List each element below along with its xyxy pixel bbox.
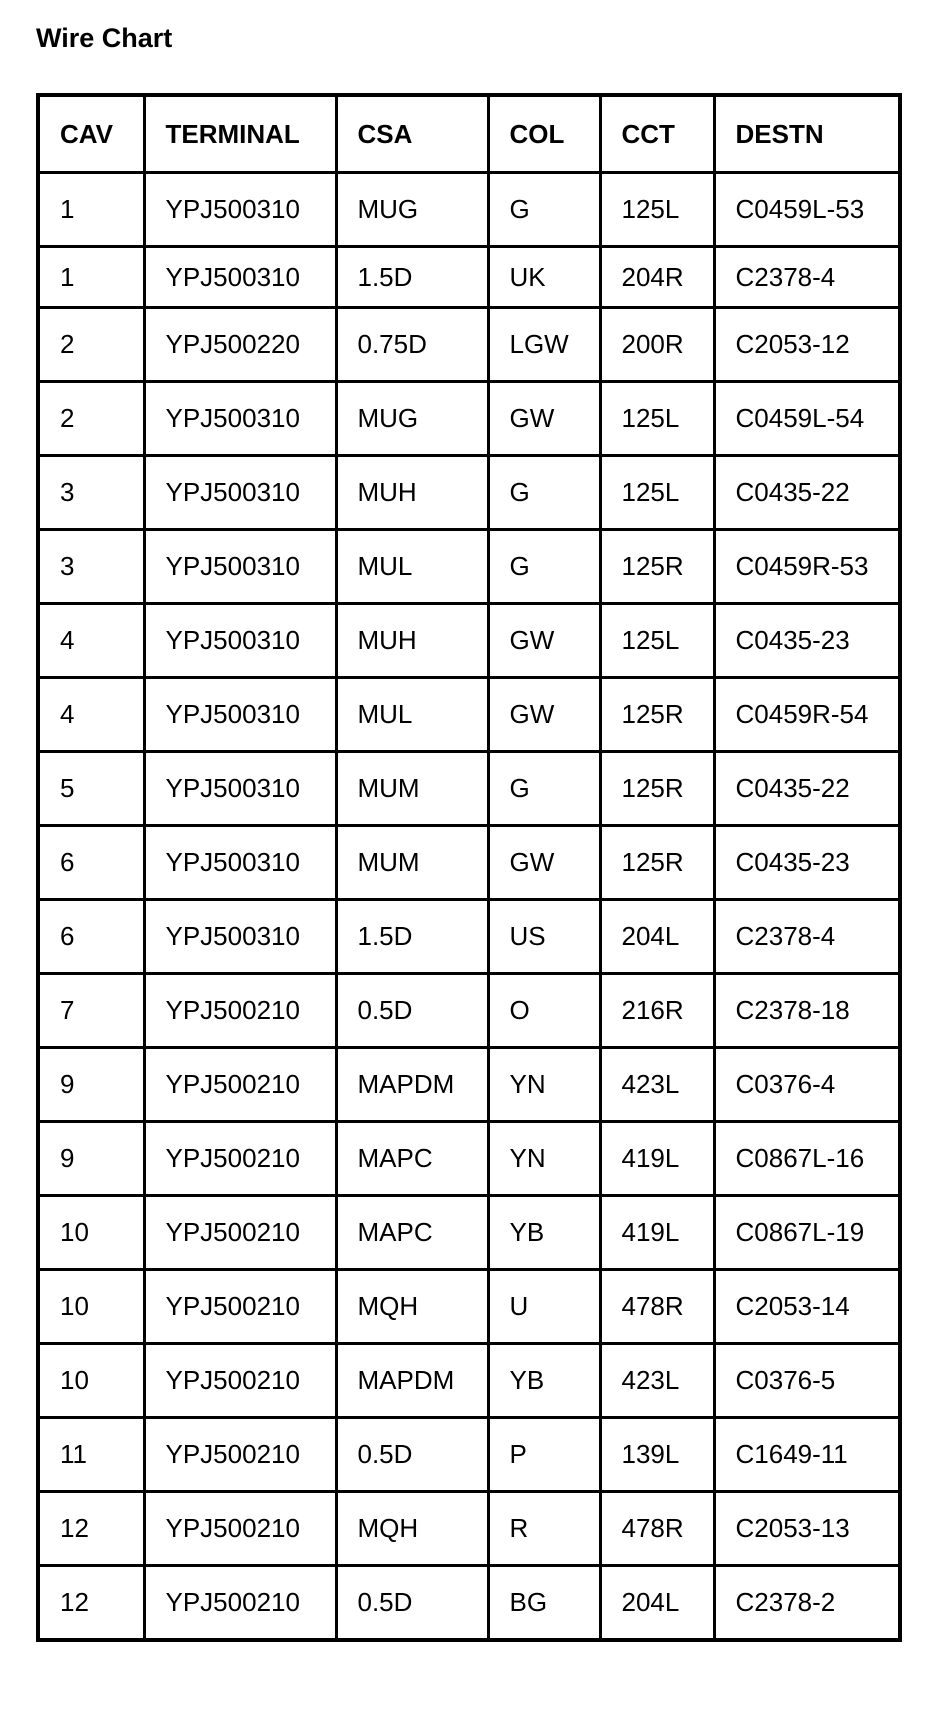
cell-col: G — [488, 530, 600, 604]
cell-col: GW — [488, 604, 600, 678]
table-row — [38, 247, 900, 308]
cell-cct: 419L — [600, 1122, 714, 1196]
cell-csa: MQH — [336, 1492, 488, 1566]
column-header-col: COL — [488, 95, 600, 173]
cell-col: US — [488, 900, 600, 974]
cell-cav: 10 — [38, 1344, 144, 1418]
cell-destn: C2378-4 — [714, 900, 900, 974]
cell-csa: MAPDM — [336, 1048, 488, 1122]
table-row — [38, 752, 900, 826]
table-row — [38, 1196, 900, 1270]
cell-destn: C0376-5 — [714, 1344, 900, 1418]
cell-terminal: YPJ500310 — [144, 900, 336, 974]
cell-terminal: YPJ500210 — [144, 1122, 336, 1196]
page-title: Wire Chart — [36, 23, 173, 53]
cell-cav: 12 — [38, 1566, 144, 1641]
cell-terminal: YPJ500310 — [144, 826, 336, 900]
column-header-cct: CCT — [600, 95, 714, 173]
table-row — [38, 1492, 900, 1566]
cell-cav: 2 — [38, 308, 144, 382]
cell-cav: 11 — [38, 1418, 144, 1492]
cell-cav: 2 — [38, 382, 144, 456]
cell-cav: 4 — [38, 604, 144, 678]
cell-terminal: YPJ500220 — [144, 308, 336, 382]
cell-csa: MAPC — [336, 1122, 488, 1196]
cell-col: UK — [488, 247, 600, 308]
cell-cct: 204L — [600, 900, 714, 974]
cell-col: U — [488, 1270, 600, 1344]
cell-destn: C2053-14 — [714, 1270, 900, 1344]
cell-cct: 478R — [600, 1492, 714, 1566]
cell-cct: 139L — [600, 1418, 714, 1492]
cell-cct: 125R — [600, 530, 714, 604]
cell-cct: 204R — [600, 247, 714, 308]
cell-terminal: YPJ500310 — [144, 173, 336, 247]
table-row — [38, 530, 900, 604]
cell-destn: C1649-11 — [714, 1418, 900, 1492]
cell-col: G — [488, 752, 600, 826]
cell-csa: MUH — [336, 604, 488, 678]
table-row — [38, 1122, 900, 1196]
cell-csa: MUH — [336, 456, 488, 530]
cell-terminal: YPJ500210 — [144, 1344, 336, 1418]
cell-terminal: YPJ500210 — [144, 974, 336, 1048]
cell-destn: C0376-4 — [714, 1048, 900, 1122]
table-row — [38, 173, 900, 247]
cell-csa: 1.5D — [336, 247, 488, 308]
cell-col: YB — [488, 1344, 600, 1418]
table-row — [38, 1344, 900, 1418]
cell-csa: 0.75D — [336, 308, 488, 382]
cell-destn: C0459R-53 — [714, 530, 900, 604]
cell-terminal: YPJ500310 — [144, 604, 336, 678]
cell-destn: C2378-4 — [714, 247, 900, 308]
cell-col: LGW — [488, 308, 600, 382]
cell-destn: C2378-2 — [714, 1566, 900, 1641]
cell-cct: 423L — [600, 1048, 714, 1122]
table-row — [38, 974, 900, 1048]
table-row — [38, 900, 900, 974]
table-row — [38, 308, 900, 382]
column-header-terminal: TERMINAL — [144, 95, 336, 173]
cell-cct: 478R — [600, 1270, 714, 1344]
cell-csa: MUM — [336, 752, 488, 826]
cell-destn: C0435-22 — [714, 752, 900, 826]
cell-destn: C2378-18 — [714, 974, 900, 1048]
cell-cct: 216R — [600, 974, 714, 1048]
cell-destn: C0459L-53 — [714, 173, 900, 247]
cell-cct: 125L — [600, 604, 714, 678]
cell-destn: C0459R-54 — [714, 678, 900, 752]
cell-cct: 200R — [600, 308, 714, 382]
cell-cav: 6 — [38, 826, 144, 900]
cell-csa: MUM — [336, 826, 488, 900]
cell-cav: 6 — [38, 900, 144, 974]
cell-col: GW — [488, 382, 600, 456]
cell-col: YN — [488, 1048, 600, 1122]
cell-cct: 125L — [600, 382, 714, 456]
table-row — [38, 1418, 900, 1492]
cell-csa: MAPC — [336, 1196, 488, 1270]
cell-csa: 0.5D — [336, 974, 488, 1048]
cell-col: GW — [488, 678, 600, 752]
cell-cav: 10 — [38, 1270, 144, 1344]
cell-cav: 3 — [38, 456, 144, 530]
cell-csa: 1.5D — [336, 900, 488, 974]
cell-csa: 0.5D — [336, 1418, 488, 1492]
cell-col: GW — [488, 826, 600, 900]
cell-destn: C0435-22 — [714, 456, 900, 530]
cell-cav: 9 — [38, 1048, 144, 1122]
cell-col: G — [488, 456, 600, 530]
cell-destn: C0867L-19 — [714, 1196, 900, 1270]
table-row — [38, 1566, 900, 1641]
cell-terminal: YPJ500210 — [144, 1196, 336, 1270]
table-header-row — [38, 95, 900, 173]
cell-cav: 5 — [38, 752, 144, 826]
table-row — [38, 456, 900, 530]
cell-cct: 125R — [600, 826, 714, 900]
cell-terminal: YPJ500210 — [144, 1270, 336, 1344]
cell-cct: 125R — [600, 752, 714, 826]
cell-cct: 125R — [600, 678, 714, 752]
cell-csa: MAPDM — [336, 1344, 488, 1418]
cell-terminal: YPJ500310 — [144, 247, 336, 308]
cell-cav: 3 — [38, 530, 144, 604]
table-row — [38, 1270, 900, 1344]
cell-destn: C2053-12 — [714, 308, 900, 382]
cell-terminal: YPJ500210 — [144, 1566, 336, 1641]
cell-csa: 0.5D — [336, 1566, 488, 1641]
cell-cav: 4 — [38, 678, 144, 752]
cell-col: YB — [488, 1196, 600, 1270]
cell-csa: MUG — [336, 173, 488, 247]
column-header-csa: CSA — [336, 95, 488, 173]
cell-terminal: YPJ500310 — [144, 456, 336, 530]
cell-csa: MUL — [336, 530, 488, 604]
cell-terminal: YPJ500210 — [144, 1492, 336, 1566]
table-row — [38, 382, 900, 456]
cell-terminal: YPJ500310 — [144, 530, 336, 604]
wire-chart-table — [36, 93, 902, 1642]
table-row — [38, 604, 900, 678]
cell-cct: 125L — [600, 456, 714, 530]
cell-cct: 419L — [600, 1196, 714, 1270]
cell-destn: C0435-23 — [714, 604, 900, 678]
table-row — [38, 826, 900, 900]
cell-csa: MUG — [336, 382, 488, 456]
cell-cav: 12 — [38, 1492, 144, 1566]
cell-col: R — [488, 1492, 600, 1566]
cell-cct: 423L — [600, 1344, 714, 1418]
cell-cct: 204L — [600, 1566, 714, 1641]
cell-cav: 1 — [38, 247, 144, 308]
cell-col: P — [488, 1418, 600, 1492]
cell-col: O — [488, 974, 600, 1048]
cell-cav: 9 — [38, 1122, 144, 1196]
cell-cct: 125L — [600, 173, 714, 247]
cell-col: G — [488, 173, 600, 247]
cell-cav: 10 — [38, 1196, 144, 1270]
cell-cav: 1 — [38, 173, 144, 247]
cell-destn: C0435-23 — [714, 826, 900, 900]
cell-terminal: YPJ500210 — [144, 1048, 336, 1122]
cell-cav: 7 — [38, 974, 144, 1048]
cell-terminal: YPJ500210 — [144, 1418, 336, 1492]
column-header-destn: DESTN — [714, 95, 900, 173]
cell-col: YN — [488, 1122, 600, 1196]
cell-destn: C0459L-54 — [714, 382, 900, 456]
table-body — [38, 173, 900, 1641]
cell-terminal: YPJ500310 — [144, 382, 336, 456]
table-row — [38, 1048, 900, 1122]
cell-destn: C0867L-16 — [714, 1122, 900, 1196]
cell-csa: MUL — [336, 678, 488, 752]
column-header-cav: CAV — [38, 95, 144, 173]
cell-terminal: YPJ500310 — [144, 678, 336, 752]
cell-destn: C2053-13 — [714, 1492, 900, 1566]
table-row — [38, 678, 900, 752]
cell-csa: MQH — [336, 1270, 488, 1344]
cell-terminal: YPJ500310 — [144, 752, 336, 826]
cell-col: BG — [488, 1566, 600, 1641]
